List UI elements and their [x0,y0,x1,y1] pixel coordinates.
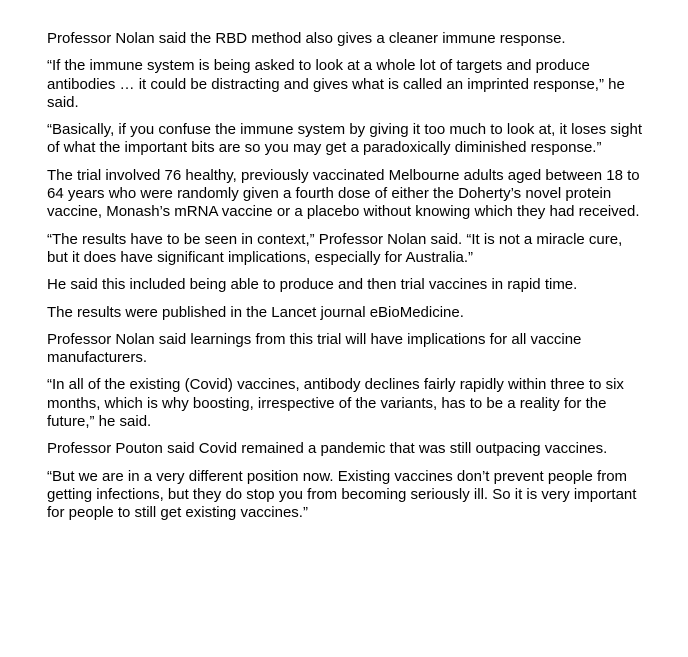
paragraph-7: The results were published in the Lancet journal eBioMedicine. [47,303,464,321]
paragraph-6: He said this included being able to produce and then trial vaccines in rapid time. [47,276,578,294]
paragraph-2: “If the immune system is being asked to look at a whole lot of targets and produce antibodies … it could be distracting and gives what is called an imprinted response,” he said. [47,57,625,111]
paragraph-11: “But we are in a very different position now. Existing vaccines don’t prevent people from getting infections, but they do stop you from becoming seriously ill. So it is very important for people to still get existing vaccines.” [47,467,637,522]
article-body [47,30,647,532]
paragraph-3: “Basically, if you confuse the immune system by giving it too much to look at, it loses sight of what the important bits are so you may get a paradoxically diminished response.” [47,121,642,157]
paragraph-10: Professor Pouton said Covid remained a pandemic that was still outpacing vaccines. [47,440,608,458]
paragraph-9: “In all of the existing (Covid) vaccines, antibody declines fairly rapidly within three to six months, which is why boosting, irrespective of the variants, has to be a reality for the future,” he said. [47,376,624,431]
paragraph-1: Professor Nolan said the RBD method also gives a cleaner immune response. [47,30,566,47]
paragraph-5: “The results have to be seen in context,” Professor Nolan said. “It is not a miracle cure, but it does have significant implications, especially for Australia.” [47,230,623,266]
paragraph-4: The trial involved 76 healthy, previously vaccinated Melbourne adults aged between 18 to 64 years who were randomly given a fourth dose of either the Doherty’s novel protein vaccine, Monash’s mRNA vaccine or a placebo without knowing which they had received. [47,166,640,221]
paragraph-8: Professor Nolan said learnings from this trial will have implications for all vaccine manufacturers. [47,330,582,367]
